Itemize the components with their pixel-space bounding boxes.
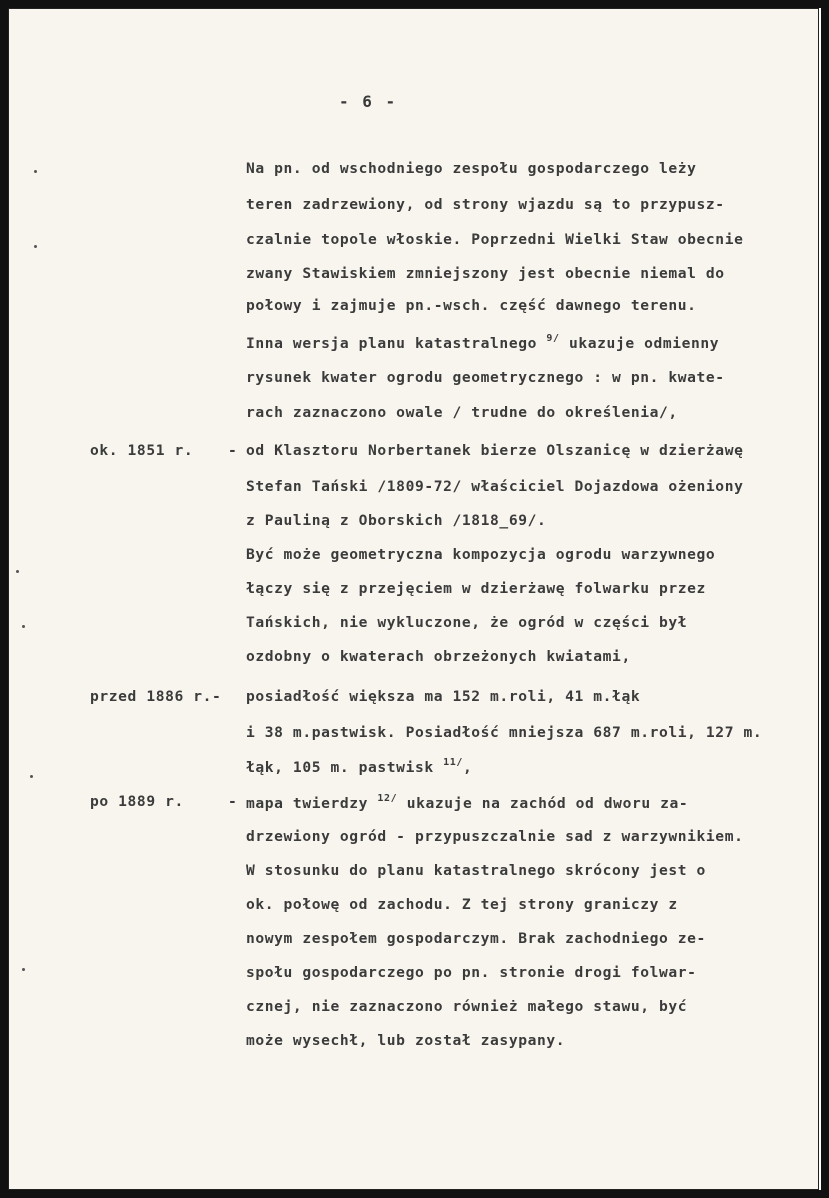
date-label: ok. 1851 r.: [90, 442, 194, 459]
date-label: przed 1886 r.-: [90, 688, 222, 705]
punch-mark: [34, 170, 37, 173]
text-line: i 38 m.pastwisk. Posiadłość mniejsza 687 m.roli, 127 m.: [246, 724, 763, 741]
text-line: Być może geometryczna kompozycja ogrodu warzywnego: [246, 546, 716, 563]
punch-mark: [22, 968, 25, 971]
footnote-ref: 11/: [443, 757, 463, 768]
date-label: po 1889 r.: [90, 793, 184, 810]
text-segment: ,: [463, 759, 473, 776]
text-line: [246, 793, 688, 812]
text-segment: Inna wersja planu katastralnego: [246, 335, 537, 352]
text-line: łączy się z przejęciem w dzierżawę folwarku przez: [246, 580, 706, 597]
text-line: zwany Stawiskiem zmniejszony jest obecnie niemal do: [246, 265, 725, 282]
dash: -: [228, 442, 238, 459]
text-line: rysunek kwater ogrodu geometrycznego : w pn. kwate-: [246, 369, 725, 386]
text-line: Stefan Tański /1809-72/ właściciel Dojazdowa ożeniony: [246, 478, 744, 495]
text-segment: ukazuje odmienny: [569, 335, 720, 352]
footnote-ref: 12/: [377, 793, 398, 804]
text-segment: łąk, 105 m. pastwisk: [246, 759, 434, 776]
punch-mark: [30, 775, 33, 778]
text-line: ok. połowę od zachodu. Z tej strony graniczy z: [246, 896, 678, 913]
text-line: od Klasztoru Norbertanek bierze Olszanicę w dzierżawę: [246, 442, 744, 459]
text-line: rach zaznaczono owale / trudne do określenia/,: [246, 404, 678, 421]
text-line: drzewiony ogród - przypuszczalnie sad z warzywnikiem.: [246, 828, 744, 845]
text-line: społu gospodarczego po pn. stronie drogi folwar-: [246, 964, 697, 981]
text-line: nowym zespołem gospodarczym. Brak zachodniego ze-: [246, 930, 706, 947]
text-line: Na pn. od wschodniego zespołu gospodarczego leży: [246, 160, 697, 177]
text-segment: mapa twierdzy: [246, 795, 369, 812]
scan-border-top: [0, 0, 829, 8]
footnote-ref: 9/: [546, 333, 560, 344]
text-line: posiadłość większa ma 152 m.roli, 41 m.łąk: [246, 688, 641, 705]
punch-mark: [34, 245, 37, 248]
text-line: W stosunku do planu katastralnego skrócony jest o: [246, 862, 706, 879]
text-line: cznej, nie zaznaczono również małego stawu, być: [246, 998, 688, 1015]
text-line: czalnie topole włoskie. Poprzedni Wielki Staw obecnie: [246, 231, 744, 248]
text-line: może wysechł, lub został zasypany.: [246, 1032, 566, 1049]
scan-border-left: [0, 0, 8, 1198]
punch-mark: [22, 625, 25, 628]
text-line: teren zadrzewiony, od strony wjazdu są to przypusz-: [246, 196, 725, 213]
text-segment: ukazuje na zachód od dworu za-: [406, 795, 689, 812]
text-line: [246, 757, 472, 776]
dash: -: [228, 793, 238, 810]
text-line: ozdobny o kwaterach obrzeżonych kwiatami,: [246, 648, 631, 665]
text-line: z Pauliną z Oborskich /1818_69/.: [246, 512, 547, 529]
punch-mark: [16, 570, 19, 573]
scan-border-right: [821, 0, 829, 1198]
text-line: Tańskich, nie wykluczone, że ogród w części był: [246, 614, 688, 631]
page-number: - 6 -: [339, 92, 398, 111]
text-line: połowy i zajmuje pn.-wsch. część dawnego terenu.: [246, 297, 697, 314]
scan-border-bottom: [0, 1190, 829, 1198]
text-line: [246, 333, 719, 352]
